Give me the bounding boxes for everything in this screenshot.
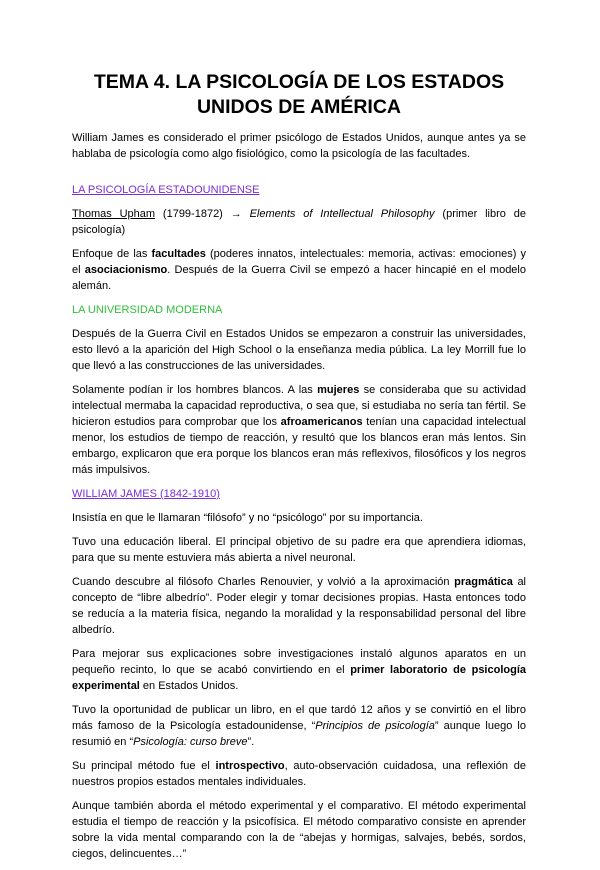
text-span: . Después de la Guerra Civil se empezó a hacer hincapié en el modelo alemán. <box>72 264 526 292</box>
paragraph-introspectivo <box>72 758 526 790</box>
text-span: en Estados Unidos. <box>139 680 239 692</box>
book-title: Psicología: curso breve <box>133 736 248 748</box>
section-heading-universidad-moderna <box>72 302 526 318</box>
paragraph-educacion: Tuvo una educación liberal. El principal objetivo de su padre era que aprendiera idiomas, para que su mente estuviera más abierta a nivel neuronal. <box>72 536 526 564</box>
paragraph-laboratorio <box>72 646 526 694</box>
text-span: Tuvo la oportunidad de publicar un libro, en el que tardó 12 años y se convirtió en el libro más famoso de la Psicología estadounidense, “ <box>72 704 526 732</box>
text-span: (poderes innatos, intelectuales: memoria, activas: emociones) y el <box>72 248 526 276</box>
intro-paragraph: William James es considerado el primer psicólogo de Estados Unidos, aunque antes ya se hablaba de psicología como algo fisiológico, como la psicología de las facultades. <box>72 132 526 160</box>
book-title: Principios de psicología <box>315 720 435 732</box>
section-heading-text: LA PSICOLOGÍA ESTADOUNIDENSE <box>72 184 260 196</box>
bold-term: asociacionismo <box>84 264 168 276</box>
bold-term: pragmática <box>454 576 513 588</box>
text-span: ” aunque luego lo resumió en “ <box>72 720 526 748</box>
paragraph-metodo-comparativo: Aunque también aborda el método experimental y el comparativo. El método experimental estudia el tiempo de reacción y la psicofísica. El método comparativo consiste en aprender sobre la vida mental comparando con la de “abejas y hormigas, salvajes, bebés, sordos, ciegos, delincuentes…” <box>72 800 526 860</box>
text-span: Enfoque de las <box>72 248 152 260</box>
book-title: Elements of Intellectual Philosophy <box>249 208 435 220</box>
text-span: Solamente podían ir los hombres blancos. A las <box>72 384 318 396</box>
section-heading-text: LA UNIVERSIDAD MODERNA <box>72 304 223 316</box>
paragraph-upham <box>72 206 526 238</box>
bold-term: afroamericanos <box>280 416 363 428</box>
bold-term: primer laboratorio de psicología experimental <box>72 664 526 692</box>
text-span: , auto-observación cuidadosa, una reflexión de nuestros propios estados mentales individuales. <box>72 760 526 788</box>
bold-term: facultades <box>151 248 206 260</box>
document-page <box>72 70 526 870</box>
paragraph-hombres-blancos <box>72 382 526 478</box>
paragraph-facultades <box>72 246 526 294</box>
paragraph-renouvier <box>72 574 526 638</box>
text-span: Su principal método fue el <box>72 760 216 772</box>
text-span: (primer libro de psicología) <box>72 208 526 236</box>
page-title: TEMA 4. LA PSICOLOGÍA DE LOS ESTADOS UNIDOS DE AMÉRICA <box>93 71 505 118</box>
text-span: tenían una capacidad intelectual menor, los estudios de tiempo de reacción, y resultó que los blancos eran más lentos. Sin embargo, explicaron que era porque los blancos eran más reflexivos, filosóficos y los negros más impulsivos. <box>72 416 527 476</box>
text-span: se consideraba que su actividad intelectual mermaba la capacidad reproductiva, o sea que, si estudiaba no sería tan fértil. Se hicieron estudios para comprobar que los <box>72 384 526 428</box>
text-span: al concepto de “libre albedrío”. Poder elegir y tomar decisiones propias. Hasta entonces todo se reducía a la materia física, negando la moralidad y la responsabilidad personal del libre albedrío. <box>72 576 526 636</box>
bold-term: introspectivo <box>215 760 285 772</box>
paragraph-universidades: Después de la Guerra Civil en Estados Unidos se empezaron a construir las universidades, esto llevó a la aparición del High School o la enseñanza media pública. La ley Morrill fue lo que llevó a las construcciones de las universidades. <box>72 328 526 372</box>
section-heading-text: WILLIAM JAMES (1842-1910) <box>72 488 220 500</box>
text-span: Para mejorar sus explicaciones sobre investigaciones instaló algunos aparatos en un pequeño recinto, lo que se acabó convirtiendo en el <box>72 648 526 676</box>
text-span: Cuando descubre al filósofo Charles Renouvier, y volvió a la aproximación <box>72 576 455 588</box>
text-span: ”. <box>247 736 255 748</box>
bold-term: mujeres <box>317 384 360 396</box>
paragraph-libro <box>72 702 526 750</box>
section-heading-william-james <box>72 486 526 502</box>
paragraph-filosofo: Insistía en que le llamaran “filósofo” y no “psicólogo” por su importancia. <box>72 512 423 524</box>
text-span: (1799-1872) → <box>155 208 250 220</box>
upham-name: Thomas Upham <box>72 208 156 220</box>
section-heading-psicologia-estadounidense <box>72 182 526 198</box>
